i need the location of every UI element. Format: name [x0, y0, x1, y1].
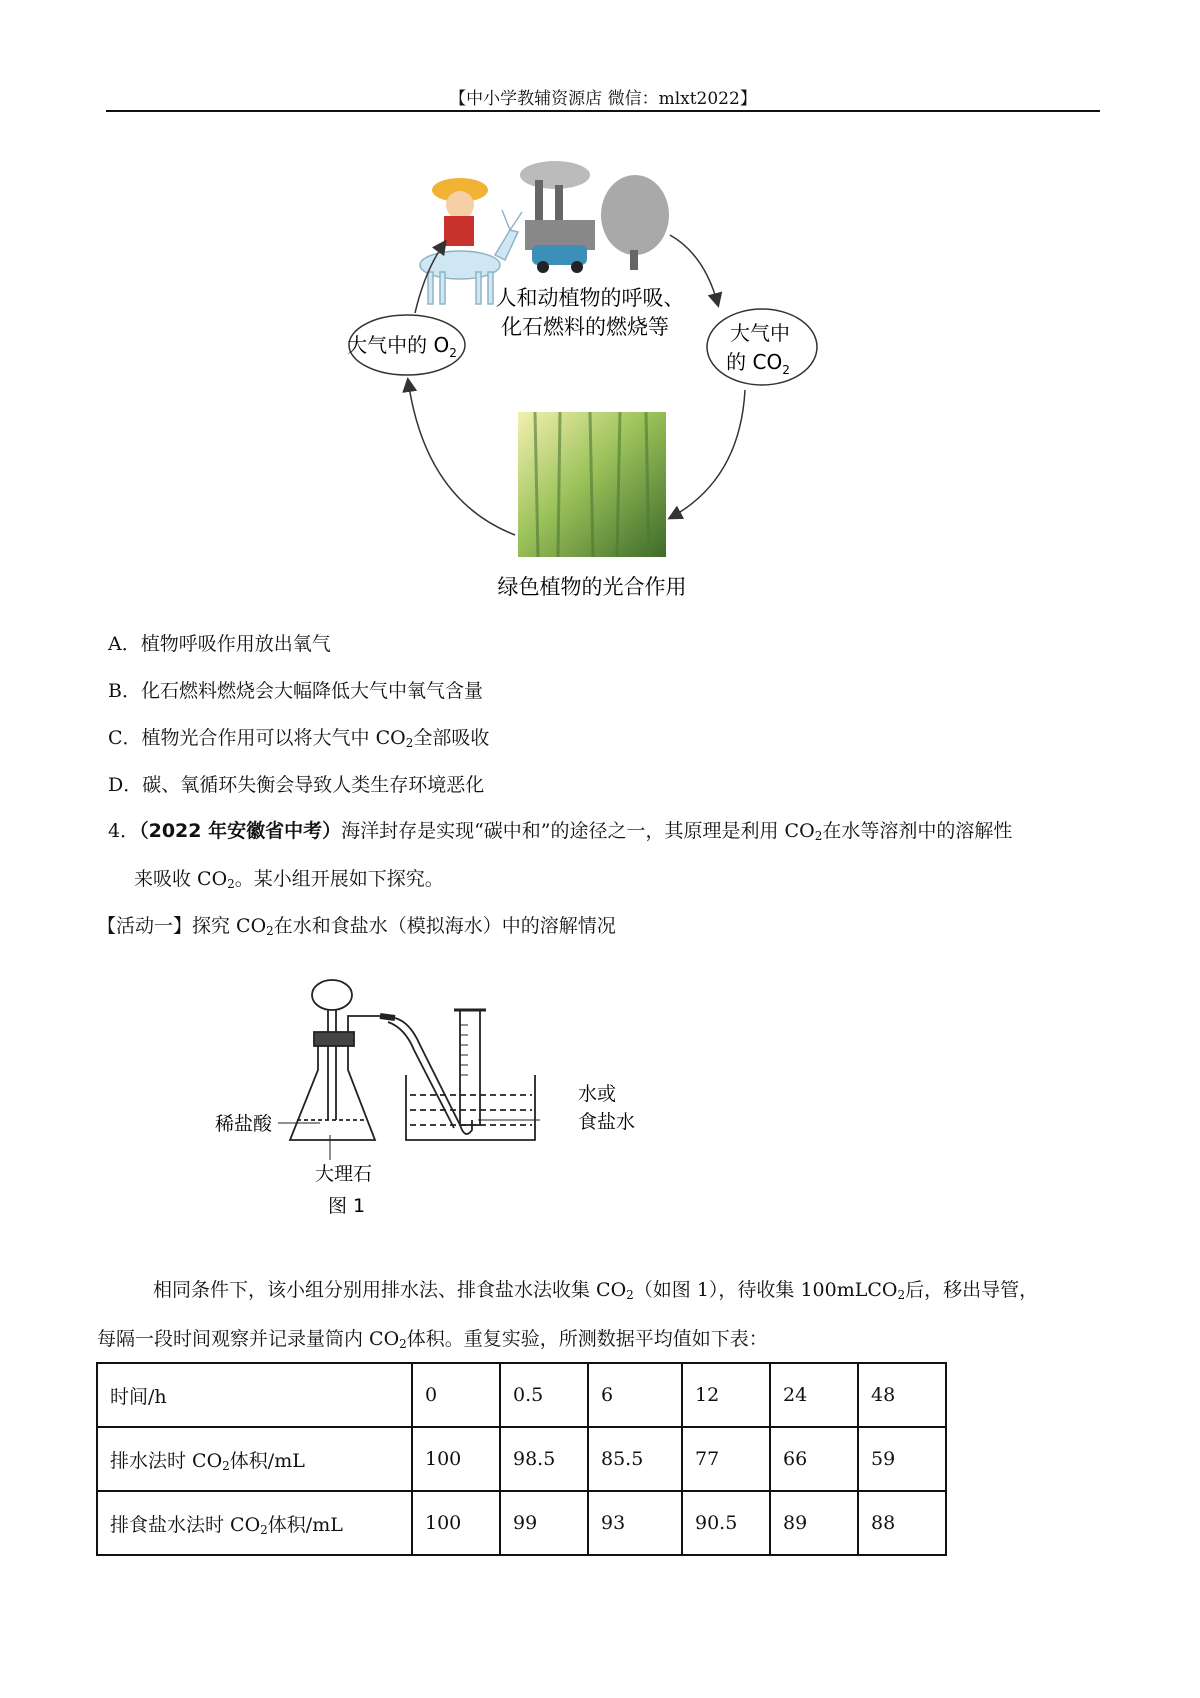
table-cell: 时间/h [97, 1363, 412, 1427]
page-header: 【中小学教辅资源店 微信：mlxt2022】 [449, 89, 757, 109]
o2-node-label: 大气中的 $O_2$ [347, 333, 457, 360]
apparatus-svg [210, 970, 660, 1240]
table-cell: 59 [858, 1427, 946, 1491]
arrow-to-o2 [408, 380, 515, 535]
co2-node-label-2: 的 $CO_2$ [726, 350, 790, 377]
question-4-line-2: 来吸收 $CO_2$。某小组开展如下探究。 [134, 868, 444, 891]
figure-1-caption: 图 1 [328, 1195, 366, 1217]
cycle-caption: 绿色植物的光合作用 [497, 575, 687, 599]
table-cell: 24 [770, 1363, 858, 1427]
co2-node-label-1: 大气中 [730, 321, 790, 345]
table-cell: 48 [858, 1363, 946, 1427]
cycle-top-label-2: 化石燃料的燃烧等 [501, 315, 669, 339]
question-4-line-1: 4．（2022 年安徽省中考）海洋封存是实现“碳中和”的途径之一，其原理是利用 $CO_2$在水等溶剂中的溶解性 [108, 820, 1013, 843]
cycle-top-label-1: 人和动植物的呼吸、 [495, 286, 685, 310]
factory-illustration [520, 161, 595, 273]
person-illustration [432, 178, 488, 246]
table-cell: 排水法时 $CO_2$体积/mL [97, 1427, 412, 1491]
arrow-to-forest [670, 390, 745, 518]
apparatus-figure [210, 970, 660, 1240]
table-cell: 100 [412, 1427, 500, 1491]
conical-flask [290, 1040, 375, 1140]
table-cell: 93 [588, 1491, 682, 1555]
header-divider [106, 110, 1100, 112]
table-cell: 100 [412, 1491, 500, 1555]
table-cell: 99 [500, 1491, 588, 1555]
tree-illustration [601, 175, 669, 270]
table-cell: 85.5 [588, 1427, 682, 1491]
label-water-2: 食盐水 [578, 1111, 636, 1133]
table-cell: 66 [770, 1427, 858, 1491]
option-b: B．化石燃料燃烧会大幅降低大气中氧气含量 [108, 680, 483, 702]
table-cell: 0 [412, 1363, 500, 1427]
table-cell: 排食盐水法时 $CO_2$体积/mL [97, 1491, 412, 1555]
table-cell: 88 [858, 1491, 946, 1555]
option-d: D．碳、氧循环失衡会导致人类生存环境恶化 [108, 774, 485, 796]
table-cell: 6 [588, 1363, 682, 1427]
water-trough [406, 1075, 535, 1140]
body-paragraph-line-2: 每隔一段时间观察并记录量筒内 $CO_2$体积。重复实验，所测数据平均值如下表： [97, 1328, 768, 1351]
stopper [314, 1032, 354, 1046]
option-a: A．植物呼吸作用放出氧气 [108, 633, 331, 655]
carbon-cycle-svg [340, 150, 860, 605]
table-row-salt-water [97, 1491, 946, 1555]
co2-volume-table [96, 1362, 947, 1556]
table-row-water [97, 1427, 946, 1491]
body-paragraph-line-1: 相同条件下，该小组分别用排水法、排食盐水法收集 $CO_2$（如图 1），待收集 100mLCO$_2$后，移出导管， [153, 1279, 1039, 1302]
label-marble: 大理石 [315, 1163, 373, 1185]
label-water-1: 水或 [578, 1083, 617, 1105]
label-acid: 稀盐酸 [215, 1113, 273, 1135]
table-cell: 98.5 [500, 1427, 588, 1491]
table-cell: 12 [682, 1363, 770, 1427]
activity-one-heading: 【活动一】探究 $CO_2$在水和食盐水（模拟海水）中的溶解情况 [97, 915, 616, 938]
carbon-cycle-figure [340, 150, 860, 605]
table-cell: 77 [682, 1427, 770, 1491]
delivery-tube [348, 1016, 380, 1032]
table-cell: 90.5 [682, 1491, 770, 1555]
funnel-bulb [312, 980, 352, 1010]
option-c: C．植物光合作用可以将大气中 $CO_2$全部吸收 [108, 727, 490, 750]
graduated-cylinder [460, 1010, 480, 1125]
table-cell: 0.5 [500, 1363, 588, 1427]
table-cell: 89 [770, 1491, 858, 1555]
table-row-time [97, 1363, 946, 1427]
